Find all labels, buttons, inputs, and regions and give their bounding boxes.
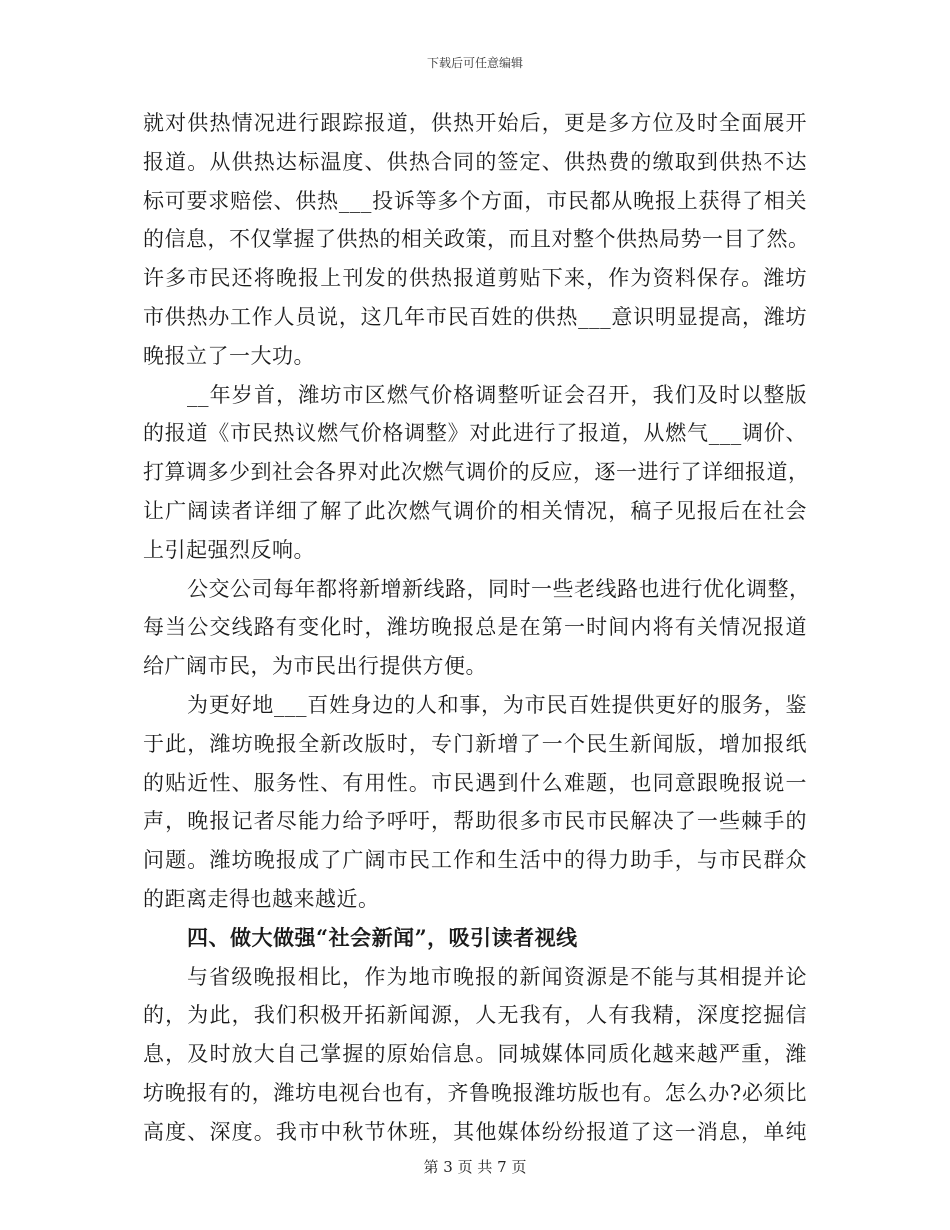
text-line: 为更好地___百姓身边的人和事，为市民百姓提供更好的服务，鉴	[187, 692, 807, 717]
text-line: 的距离走得也越来越近。	[143, 886, 380, 911]
text-line: 报道。从供热达标温度、供热合同的签定、供热费的缴取到供热不达	[143, 149, 807, 174]
text-line: 让广阔读者详细了解了此次燃气调价的相关情况，稿子见报后在社会	[143, 498, 807, 523]
text-line: 的，为此，我们积极开拓新闻源，人无我有，人有我精，深度挖掘信	[143, 1003, 807, 1028]
text-line: __年岁首，潍坊市区燃气价格调整听证会召开，我们及时以整版	[187, 382, 807, 407]
text-line: 高度、深度。我市中秋节休班，其他媒体纷纷报道了这一消息，单纯	[143, 1119, 807, 1144]
document-body	[143, 104, 811, 1152]
text-line: 问题。潍坊晚报成了广阔市民工作和生活中的得力助手，与市民群众	[143, 848, 807, 873]
text-line: 与省级晚报相比，作为地市晚报的新闻资源是不能与其相提并论	[187, 964, 807, 989]
section-heading: 四、做大做强“社会新闻”，吸引读者视线	[187, 924, 578, 950]
page-header: 下载后可任意编辑	[426, 56, 523, 70]
text-line: 标可要求赔偿、供热___投诉等多个方面，市民都从晚报上获得了相关	[143, 188, 807, 213]
text-line: 息，及时放大自己掌握的原始信息。同城媒体同质化越来越严重，潍	[143, 1042, 807, 1067]
text-line: 声，晚报记者尽能力给予呼吁，帮助很多市民市民解决了一些棘手的	[143, 809, 807, 834]
text-line: 上引起强烈反响。	[143, 537, 315, 562]
text-line: 市供热办工作人员说，这几年市民百姓的供热___意识明显提高，潍坊	[143, 304, 807, 329]
text-line: 于此，潍坊晚报全新改版时，专门新增了一个民生新闻版，增加报纸	[143, 731, 807, 756]
page-footer: 第 3 页 共 7 页	[423, 1158, 527, 1176]
text-line: 许多市民还将晚报上刊发的供热报道剪贴下来，作为资料保存。潍坊	[143, 266, 807, 291]
text-line: 的信息，不仅掌握了供热的相关政策，而且对整个供热局势一目了然。	[143, 227, 810, 252]
text-line: 公交公司每年都将新增新线路，同时一些老线路也进行优化调整，	[187, 576, 811, 601]
text-line: 晚报立了一大功。	[143, 343, 315, 368]
text-line: 打算调多少到社会各界对此次燃气调价的反应，逐一进行了详细报道，	[143, 460, 810, 485]
text-line: 就对供热情况进行跟踪报道，供热开始后，更是多方位及时全面展开	[143, 111, 807, 135]
text-line: 给广阔市民，为市民出行提供方便。	[143, 654, 487, 679]
text-line: 的报道《市民热议燃气价格调整》对此进行了报道，从燃气___调价、	[143, 421, 807, 446]
text-line: 每当公交线路有变化时，潍坊晚报总是在第一时间内将有关情况报道	[143, 615, 807, 640]
text-line: 坊晚报有的，潍坊电视台也有，齐鲁晚报潍坊版也有。怎么办?必须比	[143, 1080, 807, 1105]
text-line: 的贴近性、服务性、有用性。市民遇到什么难题，也同意跟晚报说一	[143, 770, 807, 795]
